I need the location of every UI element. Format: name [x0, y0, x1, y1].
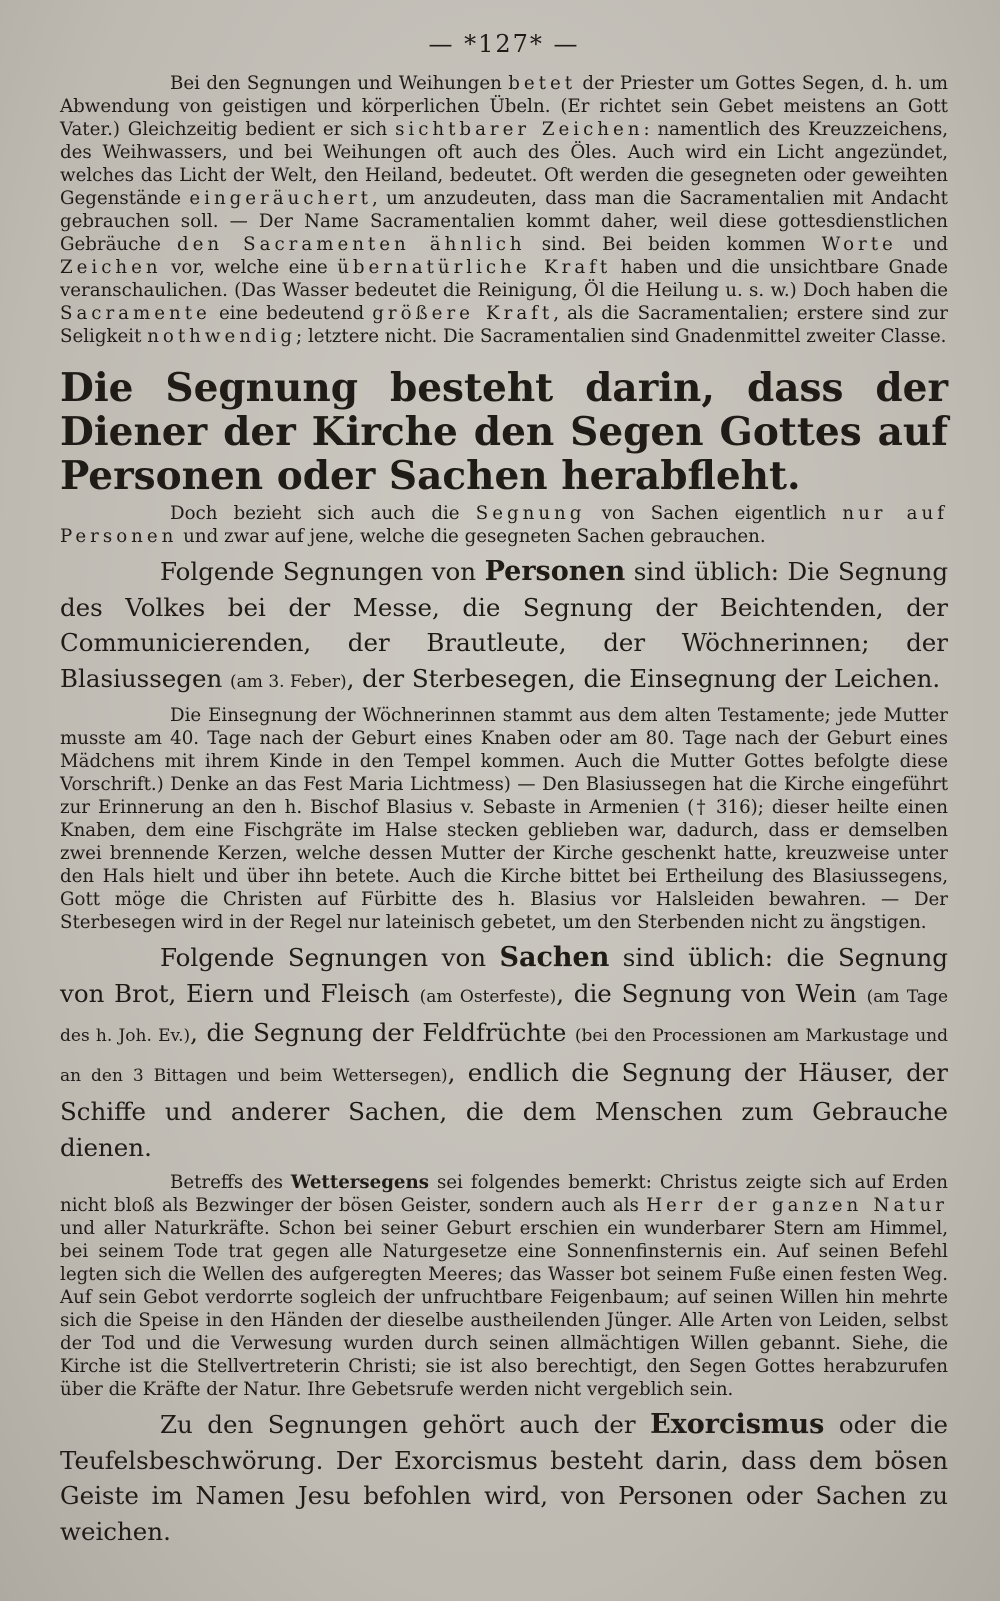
small-note: (am Tage des h. Joh. Ev.): [60, 986, 949, 1046]
text-run: oder die Teufelsbeschwörung. Der Exorcismus besteht darin, dass dem bösen Geiste im Namen Jesu befohlen wird, von Personen oder Sachen zu weichen.: [60, 1410, 948, 1546]
spaced-text: betet: [508, 73, 577, 94]
page-number: — *127* —: [428, 30, 580, 58]
text-run: , um anzudeuten, dass man die Sacramentalien mit Andacht gebrauchen soll. — Der Name Sacramentalien kommt daher, weil diese gottesdienstlichen Gebräuche: [60, 188, 948, 255]
text-run: ; letztere nicht. Die Sacramentalien sind Gnadenmittel zweiter Classe.: [296, 326, 947, 347]
text-run: Folgende Segnungen von: [160, 557, 485, 586]
text-run: , der Sterbesegen, die Einsegnung der Leichen.: [346, 663, 941, 693]
text-run: der Priester um Gottes Segen, d. h. um Abwendung von geistigen und körperlichen Übeln. (Er richtet sein Gebet meistens an Gott Vater.) Gleichzeitig bedient er sich: [60, 73, 948, 140]
text-run: Zu den Segnungen gehört auch der: [160, 1410, 651, 1439]
text-run: eine bedeutend: [210, 303, 373, 324]
spaced-text: nur auf Personen: [60, 503, 948, 547]
bold-term: Personen: [484, 556, 626, 587]
paragraph-wettersegen: [60, 1171, 948, 1401]
spaced-text: den Sacramenten ähnlich: [176, 234, 526, 255]
main-heading: Die Segnung besteht darin, dass der Diener der Kirche den Segen Gottes auf Personen oder Sachen herabfleht.: [60, 365, 948, 499]
paragraph-segnungen-personen: [60, 554, 948, 700]
spaced-text: größere Kraft: [372, 303, 554, 324]
small-note: (am Osterfeste): [419, 986, 557, 1007]
text-run: sind üblich: die Segnung von Brot, Eiern und Fleisch: [60, 943, 948, 1008]
text-run: : namentlich des Kreuzzeichens, des Weihwassers, und bei Weihungen oft auch des Öles. Auch wird ein Licht angezündet, welches das Licht der Welt, den Heiland, bedeutet. Oft werden die gesegneten oder geweihten Gegenstände: [60, 119, 948, 209]
text-run: Betreffs des: [170, 1172, 291, 1193]
text-run: von Sachen eigentlich: [585, 503, 843, 524]
text-run: und zwar auf jene, welche die gesegneten Sachen gebrauchen.: [177, 526, 766, 547]
spaced-text: eingeräuchert: [189, 188, 372, 209]
spaced-text: Segnung: [475, 503, 586, 524]
text-run: haben und die unsichtbare Gnade veranschaulichen. (Das Wasser bedeutet die Reinigung, Öl die Heilung u. s. w.) Doch haben die: [60, 257, 948, 301]
spaced-text: Sacramente: [60, 303, 211, 324]
text-run: sei folgendes bemerkt: Christus zeigte sich auf Erden nicht bloß als Bezwinger der bösen Geister, sondern auch als: [60, 1172, 949, 1216]
text-run: sind. Bei beiden kommen: [525, 234, 822, 255]
spaced-text: Herr der ganzen Natur: [646, 1195, 948, 1216]
spaced-text: Zeichen: [60, 257, 162, 278]
text-run: , die Segnung von Wein: [556, 978, 867, 1008]
text-run: sind üblich: Die Segnung des Volkes bei der Messe, die Segnung der Beichtenden, der Communicierenden, der Brautleute, der Wöchnerinnen; der Blasiussegen: [60, 557, 948, 693]
small-note: (am 3. Feber): [230, 671, 347, 692]
paragraph-segnung-sachen: [60, 502, 948, 548]
text-run: Doch bezieht sich auch die: [170, 503, 476, 524]
text-run: Bei den Segnungen und Weihungen: [170, 73, 509, 94]
bold-term: Wettersegens: [290, 1172, 429, 1193]
spaced-text: sichtbarer Zeichen: [395, 119, 644, 140]
bold-term: Sachen: [499, 942, 610, 973]
text-run: , die Segnung der Feldfrüchte: [190, 1018, 575, 1047]
bold-term: Exorcismus: [650, 1409, 825, 1440]
text-run: , als die Sacramentalien; erstere sind zur Seligkeit: [60, 303, 948, 347]
spaced-text: übernatürliche Kraft: [337, 257, 612, 278]
spaced-text: nothwendig: [147, 326, 297, 347]
spaced-text: Worte: [821, 234, 897, 255]
paragraph-exorcismus: [60, 1407, 948, 1549]
paragraph-sacramentalien: [60, 72, 948, 348]
text-run: und: [896, 234, 948, 255]
text-run: vor, welche eine: [161, 257, 338, 278]
text-run: , endlich die Segnung der Häuser, der Schiffe und anderer Sachen, die dem Menschen zum Gebrauche dienen.: [60, 1057, 948, 1162]
text-run: Folgende Segnungen von: [160, 943, 500, 972]
small-note: (bei den Processionen am Markustage und an den 3 Bittagen und beim Wettersegen): [60, 1026, 948, 1086]
paragraph-segnungen-sachen: [60, 940, 948, 1165]
text-run: und aller Naturkräfte. Schon bei seiner Geburt erschien ein wunderbarer Stern am Himmel, bei seinem Tode trat gegen alle Naturgesetze eine Sonnenfinsternis ein. Auf seinen Befehl legten sich die Wellen des aufgeregten Meeres; das Wasser bot seinem Fuße einen festen Weg. Auf sein Gebot verdorrte sogleich der unfruchtbare Feigenbaum; auf seinen Willen hin mehrte sich die Speise in den Händen der dieselbe austheilenden Jünger. Alle Arten von Leiden, selbst der Tod und die Verwesung wurden durch seinen allmächtigen Willen gebannt. Siehe, die Kirche ist die Stellvertreterin Christi; sie ist also berechtigt, den Segen Gottes herabzurufen über die Kräfte der Natur. Ihre Gebetsrufe werden nicht vergeblich sein.: [60, 1218, 948, 1400]
paragraph-woechnerinnen-blasius: Die Einsegnung der Wöchnerinnen stammt aus dem alten Testamente; jede Mutter musste am 40. Tage nach der Geburt eines Knaben oder am 80. Tage nach der Geburt eines Mädchens mit ihrem Kinde in den Tempel kommen. Auch die Mutter Gottes befolgte diese Vorschrift.) Denke an das Fest Maria Lichtmess) — Den Blasiussegen hat die Kirche eingeführt zur Erinnerung an den h. Bischof Blasius v. Sebaste in Armenien († 316); dieser heilte einen Knaben, dem eine Fischgräte im Halse stecken geblieben war, dadurch, dass er demselben zwei brennende Kerzen, welche dessen Mutter der Kirche geschenkt hatte, kreuzweise unter den Hals hielt und über ihn betete. Auch die Kirche bittet bei Ertheilung des Blasiussegens, Gott möge die Christen auf Fürbitte des h. Blasius vor Halsleiden bewahren. — Der Sterbesegen wird in der Regel nur lateinisch gebetet, um den Sterbenden nicht zu ängstigen.: [60, 705, 948, 933]
